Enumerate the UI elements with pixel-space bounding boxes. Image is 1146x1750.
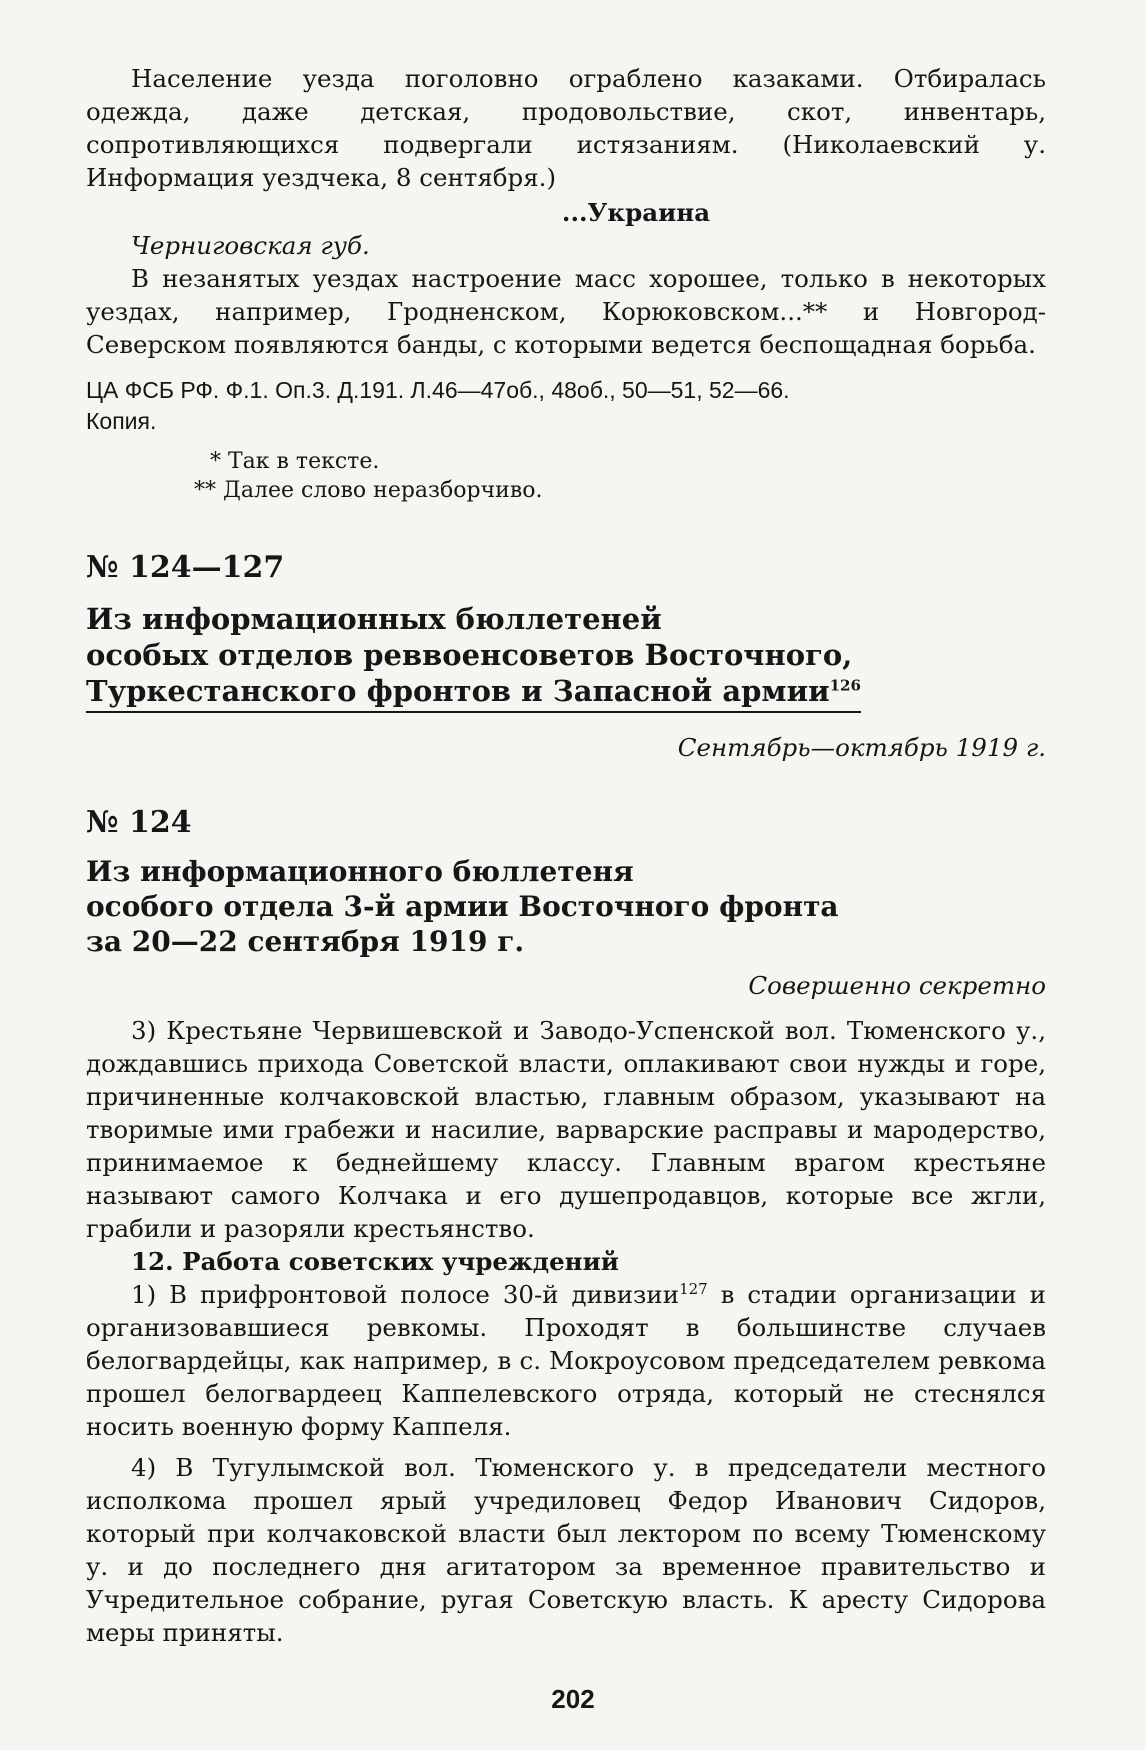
copy-label: Копия.: [86, 408, 157, 434]
footnote-2: ** Далее слово неразборчиво.: [194, 478, 543, 503]
doc-range-title-line-3: Туркестанского фронтов и Запасной армии: [86, 674, 830, 708]
doc-range-number: № 124—127: [86, 550, 285, 585]
doc-range-title-line-1: Из информационных бюллетеней: [86, 602, 662, 636]
doc-title-line-2: особого отдела 3-й армии Восточного фронта: [86, 890, 839, 923]
province-heading: Черниговская губ.: [131, 231, 370, 260]
doc-title-line-3: за 20—22 сентября 1919 г.: [86, 925, 525, 958]
doc-range-title-note: 126: [829, 676, 861, 695]
paragraph-12-1-note: 127: [679, 1279, 708, 1298]
archive-reference: ЦА ФСБ РФ. Ф.1. Оп.3. Д.191. Л.46—47об., 48об., 50—51, 52—66.: [86, 377, 790, 403]
footnotes: [86, 447, 1046, 505]
doc-range-date-months: Сентябрь—октябрь: [677, 733, 948, 762]
doc-range-date-year: 1919 г.: [955, 733, 1046, 762]
paragraph-12-1: [86, 1278, 1046, 1443]
doc-range-title: [86, 601, 1046, 713]
top-paragraph: Население уезда поголовно ограблено казаками. Отбиралась одежда, даже детская, продовольствие, скот, инвентарь, сопротивляющихся подвергали истязаниям. (Николаевский у. Информация уездчека, 8 сентября.): [86, 64, 1046, 192]
footnote-1: * Так в тексте.: [210, 449, 380, 474]
classification: Совершенно секретно: [748, 971, 1046, 1000]
paragraph-12-4: 4) В Тугулымской вол. Тюменского у. в председатели местного исполкома прошел ярый учредиловец Федор Иванович Сидоров, который при колчаковской власти был лектором по всему Тюменскому у. и до последнего дня агитатором за временное правительство и Учредительное собрание, ругая Советскую власть. К аресту Сидорова меры приняты.: [86, 1453, 1046, 1647]
doc-title: [86, 854, 1046, 959]
doc-number: № 124: [86, 805, 192, 840]
doc-range-date: [86, 731, 1046, 764]
document-page: [86, 62, 1046, 1649]
region-heading: ...Украина: [561, 198, 711, 227]
ukraine-paragraph: В незанятых уездах настроение масс хорошее, только в некоторых уездах, например, Гродненском, Корюковском...** и Новгород-Северском появляются банды, с которыми ведется беспощадная борьба.: [86, 264, 1046, 359]
paragraph-12-1-rest: в стадии организации и организовавшиеся ревкомы. Проходят в большинстве случаев белогвардейцы, как например, в с. Мокроусовом председателем ревкома прошел белогвардеец Каппелевского отряда, который не стеснялся носить военную форму Каппеля.: [86, 1280, 1046, 1441]
page-number: 202: [551, 1684, 595, 1714]
doc-title-line-1: Из информационного бюллетеня: [86, 855, 634, 888]
paragraph-3: 3) Крестьяне Червишевской и Заводо-Успенской вол. Тюменского у., дождавшись прихода Советской власти, оплакивают свои нужды и горе, причиненные колчаковской властью, главным образом, указывают на творимые ими грабежи и насилие, варварские расправы и мародерство, принимаемое к беднейшему классу. Главным врагом крестьяне называют самого Колчака и его душепродавцов, которые все жгли, грабили и разоряли крестьянство.: [86, 1016, 1046, 1243]
paragraph-12-1-start: 1) В прифронтовой полосе 30-й дивизии: [131, 1280, 680, 1309]
doc-range-title-line-2: особых отделов реввоенсоветов Восточного,: [86, 638, 853, 672]
section-12-heading: 12. Работа советских учреждений: [131, 1247, 619, 1276]
doc-range-title-line-3-wrap: [86, 673, 861, 713]
